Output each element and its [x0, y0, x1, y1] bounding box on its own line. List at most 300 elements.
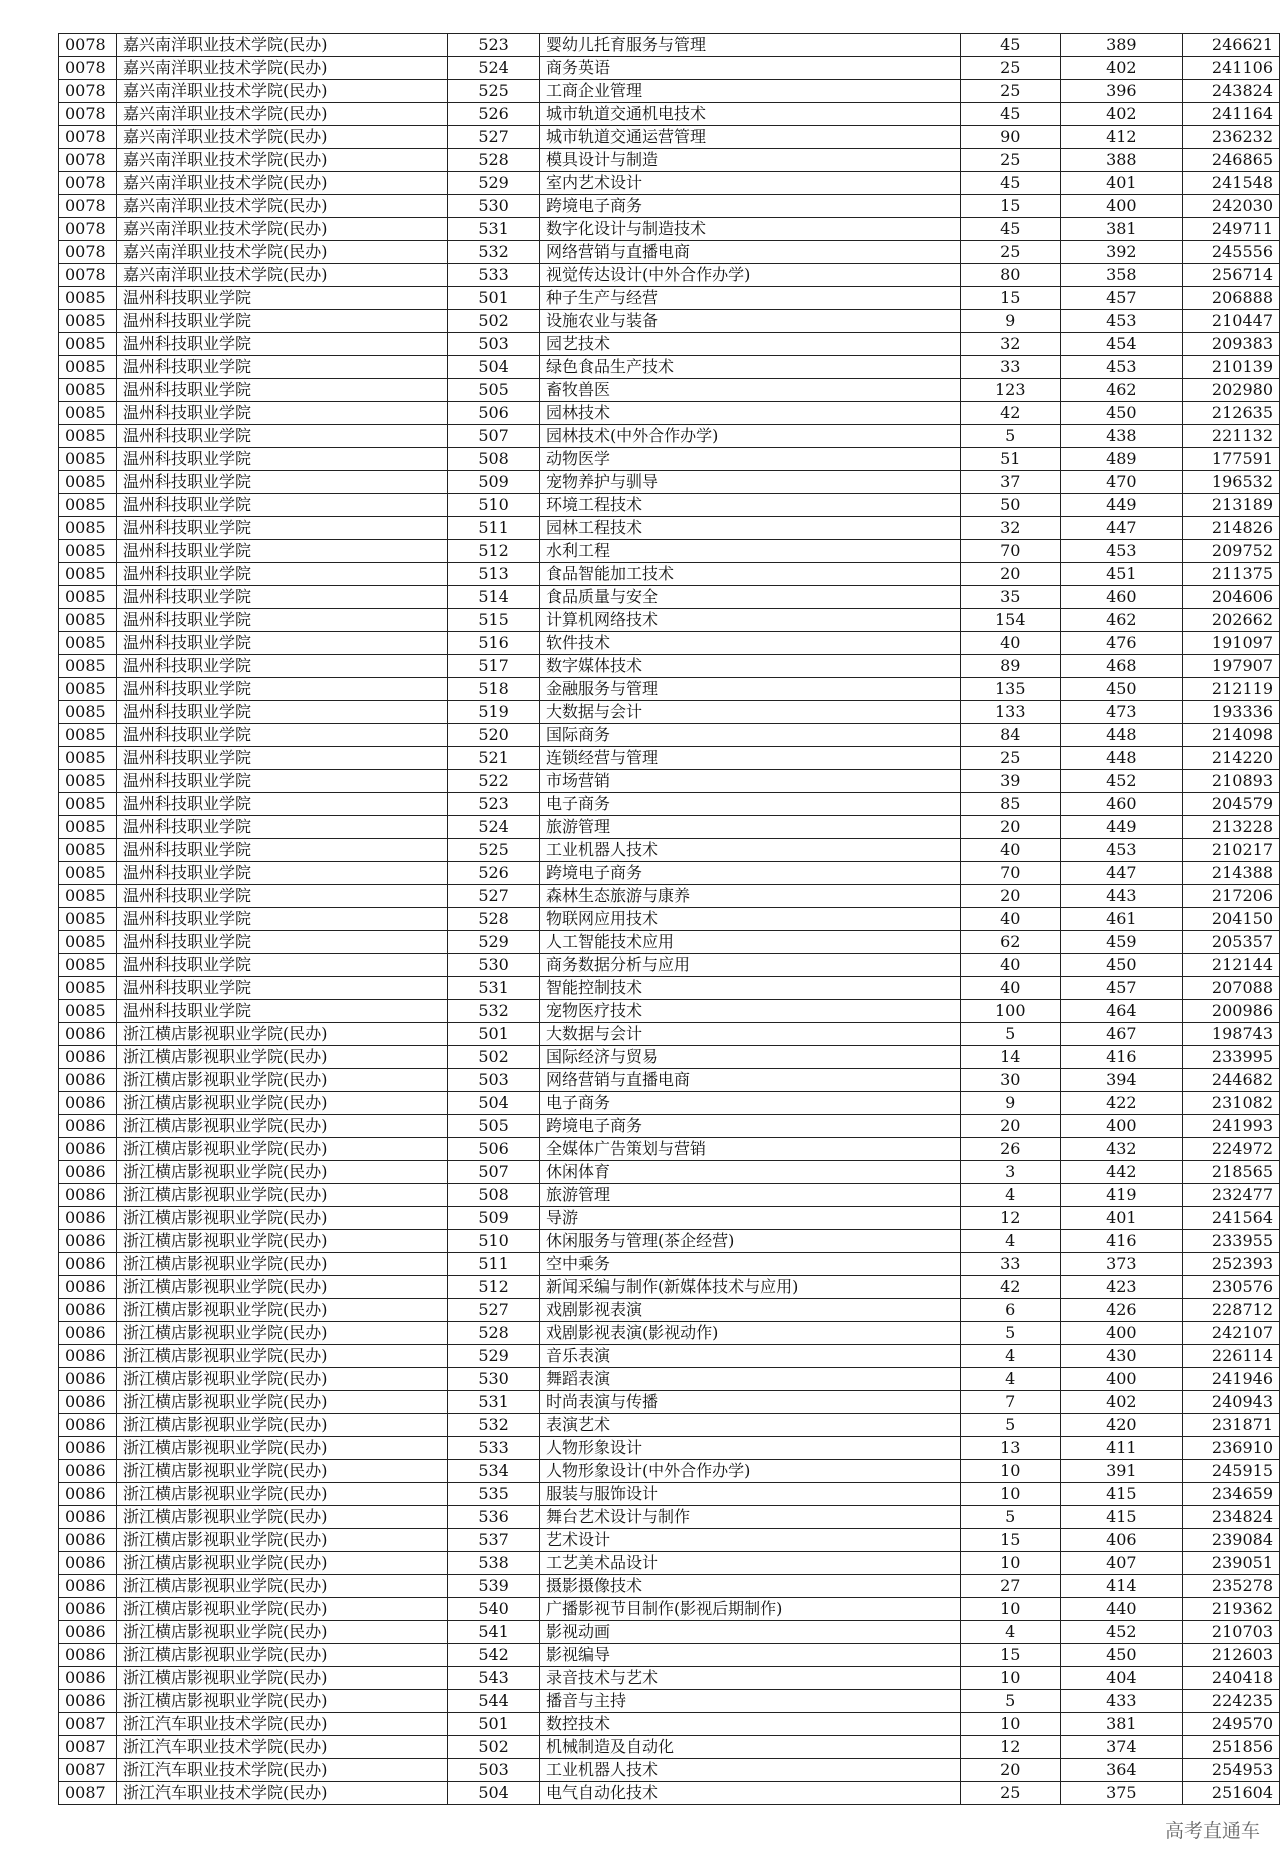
plan-count-cell: 20 — [960, 885, 1060, 908]
table-row — [59, 1782, 1280, 1805]
major-code-cell: 502 — [448, 1046, 540, 1069]
plan-count-cell: 32 — [960, 517, 1060, 540]
min-score-cell: 450 — [1060, 678, 1183, 701]
major-code-cell: 521 — [448, 747, 540, 770]
table-row — [59, 1736, 1280, 1759]
rank-cell: 210703 — [1183, 1621, 1280, 1644]
rank-cell: 246865 — [1183, 149, 1280, 172]
rank-cell: 233995 — [1183, 1046, 1280, 1069]
plan-count-cell: 80 — [960, 264, 1060, 287]
school-name-cell: 浙江横店影视职业学院(民办) — [116, 1690, 447, 1713]
min-score-cell: 364 — [1060, 1759, 1183, 1782]
plan-count-cell: 5 — [960, 1023, 1060, 1046]
major-name-cell: 绿色食品生产技术 — [539, 356, 960, 379]
rank-cell: 226114 — [1183, 1345, 1280, 1368]
plan-count-cell: 70 — [960, 862, 1060, 885]
rank-cell: 214098 — [1183, 724, 1280, 747]
major-code-cell: 537 — [448, 1529, 540, 1552]
school-code-cell: 0085 — [59, 425, 117, 448]
school-name-cell: 浙江横店影视职业学院(民办) — [116, 1345, 447, 1368]
school-code-cell: 0086 — [59, 1092, 117, 1115]
major-name-cell: 影视动画 — [539, 1621, 960, 1644]
school-name-cell: 温州科技职业学院 — [116, 931, 447, 954]
major-name-cell: 摄影摄像技术 — [539, 1575, 960, 1598]
major-name-cell: 设施农业与装备 — [539, 310, 960, 333]
school-name-cell: 温州科技职业学院 — [116, 954, 447, 977]
min-score-cell: 389 — [1060, 34, 1183, 57]
school-code-cell: 0078 — [59, 241, 117, 264]
major-code-cell: 533 — [448, 264, 540, 287]
major-code-cell: 531 — [448, 218, 540, 241]
table-row — [59, 1552, 1280, 1575]
rank-cell: 241548 — [1183, 172, 1280, 195]
major-name-cell: 智能控制技术 — [539, 977, 960, 1000]
major-name-cell: 室内艺术设计 — [539, 172, 960, 195]
table-row — [59, 34, 1280, 57]
rank-cell: 214826 — [1183, 517, 1280, 540]
major-code-cell: 540 — [448, 1598, 540, 1621]
school-code-cell: 0085 — [59, 862, 117, 885]
table-row — [59, 1000, 1280, 1023]
school-code-cell: 0078 — [59, 34, 117, 57]
rank-cell: 234824 — [1183, 1506, 1280, 1529]
plan-count-cell: 20 — [960, 1115, 1060, 1138]
school-name-cell: 浙江横店影视职业学院(民办) — [116, 1023, 447, 1046]
school-code-cell: 0085 — [59, 770, 117, 793]
school-code-cell: 0085 — [59, 747, 117, 770]
min-score-cell: 401 — [1060, 172, 1183, 195]
major-code-cell: 507 — [448, 425, 540, 448]
school-name-cell: 温州科技职业学院 — [116, 793, 447, 816]
major-name-cell: 戏剧影视表演(影视动作) — [539, 1322, 960, 1345]
rank-cell: 214388 — [1183, 862, 1280, 885]
rank-cell: 212603 — [1183, 1644, 1280, 1667]
plan-count-cell: 25 — [960, 80, 1060, 103]
min-score-cell: 451 — [1060, 563, 1183, 586]
school-code-cell: 0078 — [59, 172, 117, 195]
school-code-cell: 0087 — [59, 1736, 117, 1759]
major-name-cell: 网络营销与直播电商 — [539, 241, 960, 264]
major-name-cell: 新闻采编与制作(新媒体技术与应用) — [539, 1276, 960, 1299]
table-row — [59, 287, 1280, 310]
min-score-cell: 489 — [1060, 448, 1183, 471]
school-code-cell: 0086 — [59, 1345, 117, 1368]
table-row — [59, 333, 1280, 356]
school-name-cell: 浙江横店影视职业学院(民办) — [116, 1184, 447, 1207]
major-name-cell: 宠物养护与驯导 — [539, 471, 960, 494]
min-score-cell: 388 — [1060, 149, 1183, 172]
rank-cell: 232477 — [1183, 1184, 1280, 1207]
school-name-cell: 温州科技职业学院 — [116, 816, 447, 839]
table-row — [59, 494, 1280, 517]
table-row — [59, 1621, 1280, 1644]
table-row — [59, 1299, 1280, 1322]
plan-count-cell: 3 — [960, 1161, 1060, 1184]
major-code-cell: 527 — [448, 126, 540, 149]
plan-count-cell: 5 — [960, 1506, 1060, 1529]
min-score-cell: 462 — [1060, 379, 1183, 402]
school-name-cell: 温州科技职业学院 — [116, 632, 447, 655]
plan-count-cell: 33 — [960, 1253, 1060, 1276]
school-code-cell: 0087 — [59, 1782, 117, 1805]
major-code-cell: 539 — [448, 1575, 540, 1598]
major-name-cell: 数字媒体技术 — [539, 655, 960, 678]
school-name-cell: 浙江横店影视职业学院(民办) — [116, 1391, 447, 1414]
major-name-cell: 城市轨道交通运营管理 — [539, 126, 960, 149]
table-row — [59, 563, 1280, 586]
major-name-cell: 电子商务 — [539, 1092, 960, 1115]
school-name-cell: 温州科技职业学院 — [116, 678, 447, 701]
school-name-cell: 温州科技职业学院 — [116, 839, 447, 862]
table-row — [59, 379, 1280, 402]
min-score-cell: 420 — [1060, 1414, 1183, 1437]
school-code-cell: 0086 — [59, 1138, 117, 1161]
school-code-cell: 0085 — [59, 678, 117, 701]
major-name-cell: 城市轨道交通机电技术 — [539, 103, 960, 126]
plan-count-cell: 35 — [960, 586, 1060, 609]
table-row — [59, 1529, 1280, 1552]
table-row — [59, 264, 1280, 287]
rank-cell: 245915 — [1183, 1460, 1280, 1483]
table-row — [59, 1598, 1280, 1621]
major-name-cell: 数控技术 — [539, 1713, 960, 1736]
plan-count-cell: 33 — [960, 356, 1060, 379]
min-score-cell: 473 — [1060, 701, 1183, 724]
major-code-cell: 523 — [448, 793, 540, 816]
min-score-cell: 404 — [1060, 1667, 1183, 1690]
school-code-cell: 0085 — [59, 310, 117, 333]
min-score-cell: 449 — [1060, 494, 1183, 517]
rank-cell: 212635 — [1183, 402, 1280, 425]
min-score-cell: 450 — [1060, 1644, 1183, 1667]
table-row — [59, 80, 1280, 103]
major-name-cell: 跨境电子商务 — [539, 862, 960, 885]
rank-cell: 254953 — [1183, 1759, 1280, 1782]
plan-count-cell: 9 — [960, 310, 1060, 333]
major-code-cell: 523 — [448, 34, 540, 57]
rank-cell: 204606 — [1183, 586, 1280, 609]
school-code-cell: 0086 — [59, 1414, 117, 1437]
school-name-cell: 嘉兴南洋职业技术学院(民办) — [116, 126, 447, 149]
major-code-cell: 503 — [448, 333, 540, 356]
major-code-cell: 505 — [448, 1115, 540, 1138]
table-row — [59, 609, 1280, 632]
table-row — [59, 1230, 1280, 1253]
school-name-cell: 温州科技职业学院 — [116, 770, 447, 793]
table-row — [59, 1483, 1280, 1506]
major-code-cell: 506 — [448, 402, 540, 425]
school-code-cell: 0078 — [59, 126, 117, 149]
min-score-cell: 402 — [1060, 1391, 1183, 1414]
school-code-cell: 0087 — [59, 1759, 117, 1782]
plan-count-cell: 39 — [960, 770, 1060, 793]
school-name-cell: 温州科技职业学院 — [116, 287, 447, 310]
min-score-cell: 400 — [1060, 1368, 1183, 1391]
min-score-cell: 459 — [1060, 931, 1183, 954]
rank-cell: 236232 — [1183, 126, 1280, 149]
major-name-cell: 跨境电子商务 — [539, 195, 960, 218]
school-code-cell: 0085 — [59, 908, 117, 931]
school-code-cell: 0086 — [59, 1230, 117, 1253]
rank-cell: 241106 — [1183, 57, 1280, 80]
table-row — [59, 931, 1280, 954]
school-code-cell: 0086 — [59, 1621, 117, 1644]
rank-cell: 239084 — [1183, 1529, 1280, 1552]
major-code-cell: 506 — [448, 1138, 540, 1161]
plan-count-cell: 4 — [960, 1345, 1060, 1368]
rank-cell: 231871 — [1183, 1414, 1280, 1437]
major-code-cell: 532 — [448, 1000, 540, 1023]
major-name-cell: 舞蹈表演 — [539, 1368, 960, 1391]
rank-cell: 249570 — [1183, 1713, 1280, 1736]
major-code-cell: 511 — [448, 1253, 540, 1276]
school-code-cell: 0086 — [59, 1460, 117, 1483]
major-name-cell: 空中乘务 — [539, 1253, 960, 1276]
min-score-cell: 391 — [1060, 1460, 1183, 1483]
rank-cell: 231082 — [1183, 1092, 1280, 1115]
major-code-cell: 534 — [448, 1460, 540, 1483]
major-code-cell: 532 — [448, 241, 540, 264]
table-row — [59, 655, 1280, 678]
school-code-cell: 0086 — [59, 1023, 117, 1046]
rank-cell: 251856 — [1183, 1736, 1280, 1759]
table-row — [59, 839, 1280, 862]
major-name-cell: 园艺技术 — [539, 333, 960, 356]
school-code-cell: 0086 — [59, 1391, 117, 1414]
plan-count-cell: 100 — [960, 1000, 1060, 1023]
major-code-cell: 531 — [448, 977, 540, 1000]
school-code-cell: 0085 — [59, 402, 117, 425]
major-code-cell: 512 — [448, 540, 540, 563]
rank-cell: 224235 — [1183, 1690, 1280, 1713]
school-name-cell: 浙江横店影视职业学院(民办) — [116, 1322, 447, 1345]
school-code-cell: 0086 — [59, 1437, 117, 1460]
school-code-cell: 0085 — [59, 839, 117, 862]
min-score-cell: 440 — [1060, 1598, 1183, 1621]
major-code-cell: 525 — [448, 80, 540, 103]
major-code-cell: 512 — [448, 1276, 540, 1299]
school-name-cell: 温州科技职业学院 — [116, 402, 447, 425]
school-code-cell: 0078 — [59, 149, 117, 172]
school-code-cell: 0086 — [59, 1506, 117, 1529]
rank-cell: 196532 — [1183, 471, 1280, 494]
rank-cell: 210139 — [1183, 356, 1280, 379]
table-row — [59, 977, 1280, 1000]
school-name-cell: 浙江横店影视职业学院(民办) — [116, 1414, 447, 1437]
plan-count-cell: 12 — [960, 1736, 1060, 1759]
rank-cell: 245556 — [1183, 241, 1280, 264]
major-code-cell: 518 — [448, 678, 540, 701]
school-name-cell: 浙江汽车职业技术学院(民办) — [116, 1713, 447, 1736]
major-code-cell: 520 — [448, 724, 540, 747]
table-row — [59, 126, 1280, 149]
rank-cell: 207088 — [1183, 977, 1280, 1000]
min-score-cell: 453 — [1060, 839, 1183, 862]
rank-cell: 252393 — [1183, 1253, 1280, 1276]
school-name-cell: 温州科技职业学院 — [116, 356, 447, 379]
school-code-cell: 0086 — [59, 1552, 117, 1575]
plan-count-cell: 51 — [960, 448, 1060, 471]
plan-count-cell: 45 — [960, 103, 1060, 126]
school-code-cell: 0086 — [59, 1322, 117, 1345]
school-code-cell: 0086 — [59, 1529, 117, 1552]
rank-cell: 218565 — [1183, 1161, 1280, 1184]
plan-count-cell: 84 — [960, 724, 1060, 747]
major-name-cell: 物联网应用技术 — [539, 908, 960, 931]
major-name-cell: 园林技术 — [539, 402, 960, 425]
table-row — [59, 1575, 1280, 1598]
major-code-cell: 503 — [448, 1759, 540, 1782]
school-code-cell: 0078 — [59, 57, 117, 80]
table-row — [59, 816, 1280, 839]
table-row — [59, 172, 1280, 195]
min-score-cell: 402 — [1060, 57, 1183, 80]
rank-cell: 244682 — [1183, 1069, 1280, 1092]
school-name-cell: 浙江横店影视职业学院(民办) — [116, 1207, 447, 1230]
major-name-cell: 国际经济与贸易 — [539, 1046, 960, 1069]
min-score-cell: 448 — [1060, 724, 1183, 747]
school-code-cell: 0085 — [59, 655, 117, 678]
major-name-cell: 视觉传达设计(中外合作办学) — [539, 264, 960, 287]
table-row — [59, 1253, 1280, 1276]
school-code-cell: 0085 — [59, 701, 117, 724]
major-name-cell: 表演艺术 — [539, 1414, 960, 1437]
table-row — [59, 1345, 1280, 1368]
admission-table — [58, 33, 1280, 1805]
table-row — [59, 1115, 1280, 1138]
school-code-cell: 0085 — [59, 1000, 117, 1023]
school-code-cell: 0078 — [59, 218, 117, 241]
rank-cell: 197907 — [1183, 655, 1280, 678]
rank-cell: 240418 — [1183, 1667, 1280, 1690]
rank-cell: 240943 — [1183, 1391, 1280, 1414]
min-score-cell: 467 — [1060, 1023, 1183, 1046]
school-code-cell: 0085 — [59, 609, 117, 632]
min-score-cell: 400 — [1060, 1322, 1183, 1345]
school-name-cell: 浙江横店影视职业学院(民办) — [116, 1460, 447, 1483]
major-code-cell: 522 — [448, 770, 540, 793]
min-score-cell: 375 — [1060, 1782, 1183, 1805]
table-row — [59, 885, 1280, 908]
school-name-cell: 嘉兴南洋职业技术学院(民办) — [116, 34, 447, 57]
major-code-cell: 509 — [448, 471, 540, 494]
plan-count-cell: 42 — [960, 402, 1060, 425]
major-name-cell: 园林工程技术 — [539, 517, 960, 540]
major-code-cell: 541 — [448, 1621, 540, 1644]
min-score-cell: 426 — [1060, 1299, 1183, 1322]
school-name-cell: 浙江汽车职业技术学院(民办) — [116, 1782, 447, 1805]
rank-cell: 210447 — [1183, 310, 1280, 333]
major-name-cell: 休闲体育 — [539, 1161, 960, 1184]
major-name-cell: 大数据与会计 — [539, 701, 960, 724]
school-code-cell: 0078 — [59, 80, 117, 103]
min-score-cell: 460 — [1060, 586, 1183, 609]
major-code-cell: 530 — [448, 1368, 540, 1391]
major-name-cell: 跨境电子商务 — [539, 1115, 960, 1138]
plan-count-cell: 40 — [960, 954, 1060, 977]
school-code-cell: 0078 — [59, 264, 117, 287]
major-name-cell: 国际商务 — [539, 724, 960, 747]
school-name-cell: 嘉兴南洋职业技术学院(民办) — [116, 218, 447, 241]
major-name-cell: 婴幼儿托育服务与管理 — [539, 34, 960, 57]
plan-count-cell: 10 — [960, 1598, 1060, 1621]
major-name-cell: 戏剧影视表演 — [539, 1299, 960, 1322]
plan-count-cell: 40 — [960, 632, 1060, 655]
table-row — [59, 908, 1280, 931]
major-name-cell: 商务英语 — [539, 57, 960, 80]
table-row — [59, 678, 1280, 701]
major-name-cell: 工业机器人技术 — [539, 839, 960, 862]
table-row — [59, 1276, 1280, 1299]
plan-count-cell: 5 — [960, 1690, 1060, 1713]
min-score-cell: 400 — [1060, 195, 1183, 218]
major-code-cell: 528 — [448, 1322, 540, 1345]
school-name-cell: 温州科技职业学院 — [116, 908, 447, 931]
school-name-cell: 浙江横店影视职业学院(民办) — [116, 1506, 447, 1529]
min-score-cell: 438 — [1060, 425, 1183, 448]
major-code-cell: 504 — [448, 356, 540, 379]
major-name-cell: 数字化设计与制造技术 — [539, 218, 960, 241]
school-name-cell: 嘉兴南洋职业技术学院(民办) — [116, 103, 447, 126]
major-code-cell: 509 — [448, 1207, 540, 1230]
school-code-cell: 0085 — [59, 793, 117, 816]
min-score-cell: 406 — [1060, 1529, 1183, 1552]
major-name-cell: 电气自动化技术 — [539, 1782, 960, 1805]
school-name-cell: 温州科技职业学院 — [116, 655, 447, 678]
major-name-cell: 模具设计与制造 — [539, 149, 960, 172]
school-name-cell: 浙江横店影视职业学院(民办) — [116, 1437, 447, 1460]
school-name-cell: 浙江横店影视职业学院(民办) — [116, 1552, 447, 1575]
min-score-cell: 450 — [1060, 402, 1183, 425]
min-score-cell: 457 — [1060, 287, 1183, 310]
rank-cell: 239051 — [1183, 1552, 1280, 1575]
rank-cell: 249711 — [1183, 218, 1280, 241]
school-name-cell: 浙江横店影视职业学院(民办) — [116, 1092, 447, 1115]
school-name-cell: 温州科技职业学院 — [116, 885, 447, 908]
major-code-cell: 526 — [448, 862, 540, 885]
rank-cell: 204150 — [1183, 908, 1280, 931]
plan-count-cell: 7 — [960, 1391, 1060, 1414]
school-name-cell: 浙江汽车职业技术学院(民办) — [116, 1759, 447, 1782]
plan-count-cell: 45 — [960, 218, 1060, 241]
school-code-cell: 0085 — [59, 448, 117, 471]
min-score-cell: 374 — [1060, 1736, 1183, 1759]
school-code-cell: 0085 — [59, 724, 117, 747]
major-code-cell: 516 — [448, 632, 540, 655]
table-row — [59, 1023, 1280, 1046]
watermark-text: 高考直通车 — [1164, 1820, 1260, 1842]
rank-cell: 230576 — [1183, 1276, 1280, 1299]
major-name-cell: 计算机网络技术 — [539, 609, 960, 632]
plan-count-cell: 15 — [960, 1529, 1060, 1552]
school-code-cell: 0085 — [59, 379, 117, 402]
school-code-cell: 0085 — [59, 471, 117, 494]
school-code-cell: 0085 — [59, 494, 117, 517]
major-name-cell: 电子商务 — [539, 793, 960, 816]
plan-count-cell: 20 — [960, 563, 1060, 586]
plan-count-cell: 4 — [960, 1230, 1060, 1253]
school-code-cell: 0086 — [59, 1690, 117, 1713]
major-name-cell: 工业机器人技术 — [539, 1759, 960, 1782]
school-name-cell: 温州科技职业学院 — [116, 425, 447, 448]
rank-cell: 217206 — [1183, 885, 1280, 908]
table-row — [59, 701, 1280, 724]
school-name-cell: 温州科技职业学院 — [116, 586, 447, 609]
table-row — [59, 1506, 1280, 1529]
min-score-cell: 457 — [1060, 977, 1183, 1000]
min-score-cell: 381 — [1060, 218, 1183, 241]
school-name-cell: 温州科技职业学院 — [116, 609, 447, 632]
